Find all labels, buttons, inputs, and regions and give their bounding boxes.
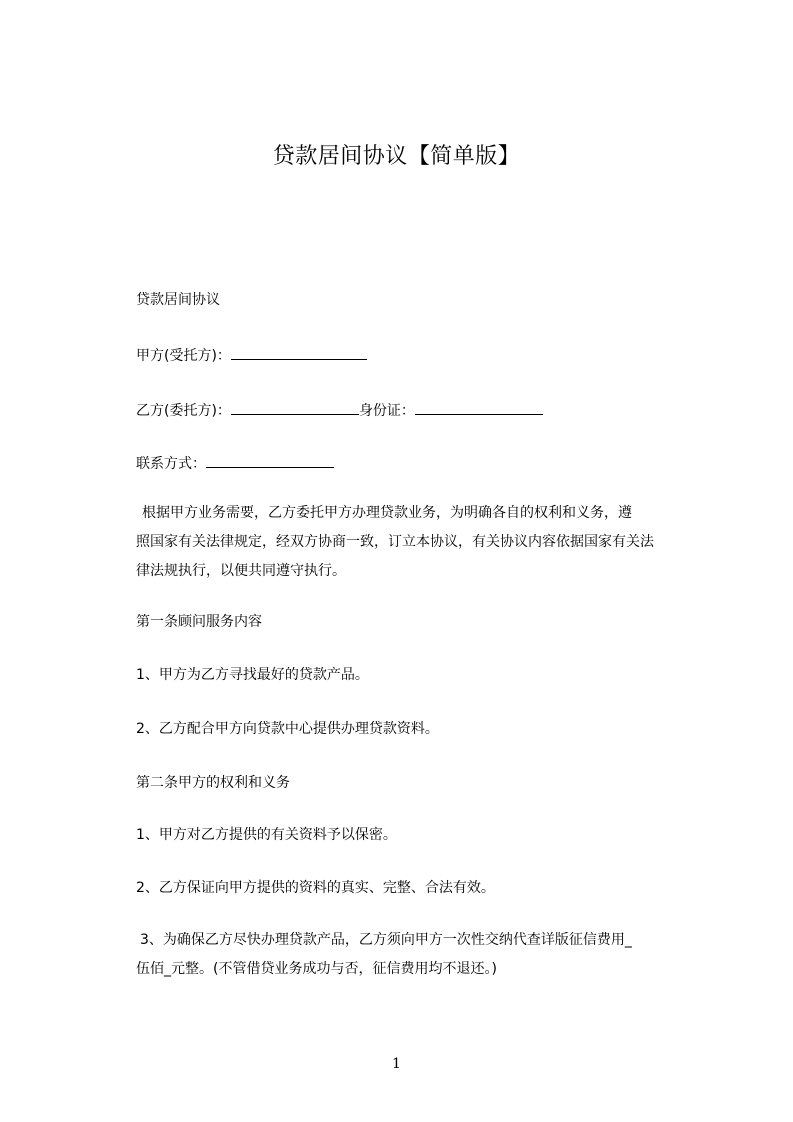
- page-number: 1: [392, 1056, 401, 1072]
- article1-title: 第一条顾问服务内容: [136, 614, 262, 630]
- intro-line-3: 律法规执行，以便共同遵守执行。: [136, 563, 346, 579]
- intro-line-1: 根据甲方业务需要，乙方委托甲方办理贷款业务，为明确各自的权利和义务，遵: [142, 505, 632, 521]
- article2-item-3-line-2: 伍佰_元整。(不管借贷业务成功与否，征信费用均不退还。): [136, 961, 497, 977]
- id-blank[interactable]: [415, 400, 543, 415]
- party-a-line: [136, 345, 367, 366]
- id-label: 身份证：: [358, 403, 415, 419]
- party-a-blank[interactable]: [231, 345, 367, 360]
- article2-item-3-line-1: 3、为确保乙方尽快办理贷款产品，乙方须向甲方一次性交纳代查详版征信费用_: [140, 932, 632, 948]
- article1-item-1: 1、甲方为乙方寻找最好的贷款产品。: [136, 667, 369, 683]
- party-b-blank[interactable]: [231, 400, 359, 415]
- contact-label: 联系方式：: [136, 456, 206, 472]
- intro-paragraph: [136, 499, 664, 586]
- article2-title: 第二条甲方的权利和义务: [136, 775, 290, 791]
- contact-blank[interactable]: [206, 453, 334, 468]
- contact-line: [136, 453, 334, 474]
- article2-item-2: 2、乙方保证向甲方提供的资料的真实、完整、合法有效。: [136, 880, 495, 896]
- article2-item-1: 1、甲方对乙方提供的有关资料予以保密。: [136, 827, 397, 843]
- party-b-line: [136, 400, 543, 421]
- party-b-label: 乙方(委托方)：: [136, 403, 231, 419]
- document-title: 贷款居间协议【简单版】: [272, 144, 521, 169]
- intro-line-2: 照国家有关法律规定，经双方协商一致，订立本协议，有关协议内容依据国家有关法: [136, 534, 654, 550]
- article1-item-2: 2、乙方配合甲方向贷款中心提供办理贷款资料。: [136, 721, 439, 737]
- party-a-label: 甲方(受托方)：: [136, 348, 231, 364]
- article2-item-3: [136, 926, 664, 984]
- agreement-heading: 贷款居间协议: [136, 292, 220, 308]
